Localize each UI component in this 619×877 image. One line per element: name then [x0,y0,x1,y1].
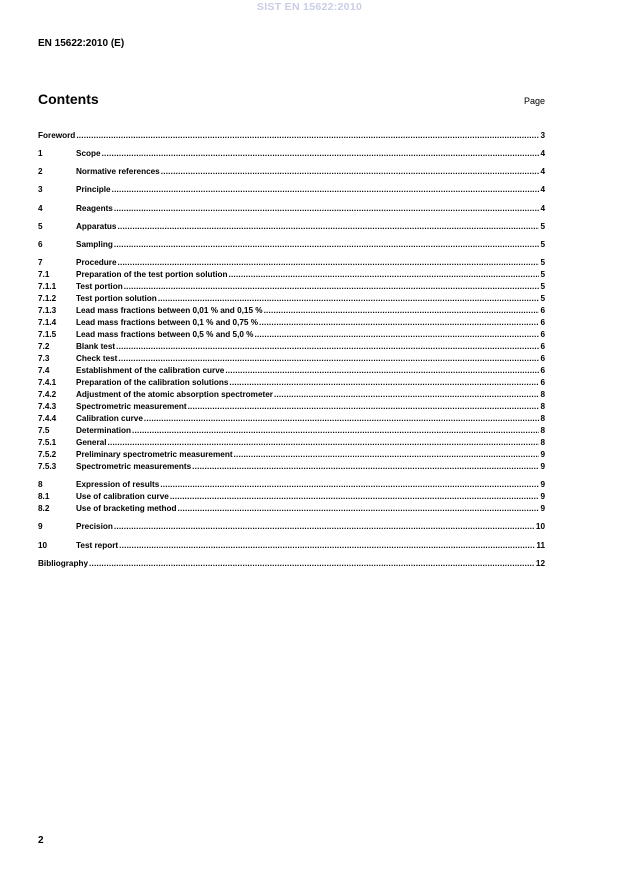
toc-entry-title: Test report [76,541,119,550]
toc-entry-title: Apparatus [76,222,117,231]
toc-entry-number: 7.1.1 [38,282,57,291]
toc-entry-page: 4 [540,167,545,176]
dot-leader [161,166,540,178]
page-title: Contents [38,91,99,107]
toc-entry-page: 9 [540,480,545,489]
toc-entry[interactable] [38,389,545,401]
toc-entry-number: 8.2 [38,504,50,513]
toc-entry-page: 8 [540,426,545,435]
toc-entry-page: 6 [540,378,545,387]
toc-entry[interactable] [38,437,545,449]
toc-entry[interactable] [38,521,545,533]
dot-leader [119,540,535,552]
dot-leader [144,413,540,425]
toc-entry-page: 5 [540,258,545,267]
dot-leader [118,221,540,233]
toc-entry-title: Adjustment of the atomic absorption spectrometer [76,390,273,399]
toc-entry-title: Lead mass fractions between 0,5 % and 5,0 % [76,330,254,339]
toc-entry-page: 5 [540,270,545,279]
dot-leader [254,329,539,341]
toc-entry-page: 11 [536,541,545,550]
dot-leader [114,239,540,251]
toc-entry-number: 10 [38,541,48,550]
document-id: EN 15622:2010 (E) [38,38,125,49]
toc-entry[interactable] [38,305,545,317]
toc-entry-number: 6 [38,240,43,249]
toc-entry-number: 7.3 [38,354,50,363]
toc-entry-title: Expression of results [76,480,160,489]
dot-leader [264,305,540,317]
toc-entry-title: Normative references [76,167,160,176]
toc-entry[interactable] [38,377,545,389]
toc-entry[interactable] [38,365,545,377]
dot-leader [259,317,539,329]
toc-entry-page: 5 [540,222,545,231]
toc-entry-number: 7.1.5 [38,330,57,339]
dot-leader [228,269,539,281]
toc-entry-number: 7.5 [38,426,50,435]
toc-entry-title: Preparation of the test portion solution [76,270,228,279]
dot-leader [234,449,540,461]
toc-entry-title: Principle [76,185,111,194]
dot-leader [124,281,540,293]
toc-entry-page: 8 [540,390,545,399]
toc-entry-number: 7.1.3 [38,306,57,315]
toc-entry[interactable] [38,281,545,293]
dot-leader [158,293,540,305]
toc-entry-number: 1 [38,149,43,158]
toc-entry-number: 7.1.4 [38,318,57,327]
toc-entry-title: Reagents [76,204,113,213]
toc-entry-page: 9 [540,450,545,459]
toc-entry[interactable] [38,353,545,365]
toc-entry[interactable] [38,269,545,281]
toc-entry-title: General [76,438,107,447]
toc-entry[interactable] [38,558,545,570]
dot-leader [274,389,539,401]
toc-entry-page: 6 [540,318,545,327]
toc-entry-number: 7.4.4 [38,414,57,423]
toc-entry-number: 7 [38,258,43,267]
toc-entry[interactable] [38,329,545,341]
toc-entry[interactable] [38,317,545,329]
toc-entry-number: 7.4.1 [38,378,57,387]
toc-entry-page: 8 [540,438,545,447]
page-number: 2 [38,835,44,846]
toc-entry-number: 7.5.3 [38,462,57,471]
toc-entry-title: Foreword [38,131,76,140]
toc-entry-page: 12 [535,559,545,568]
toc-entry-title: Bibliography [38,559,89,568]
dot-leader [225,365,539,377]
toc-entry-page: 6 [540,306,545,315]
toc-entry-number: 8 [38,480,43,489]
toc-entry-title: Establishment of the calibration curve [76,366,225,375]
toc-entry-title: Use of bracketing method [76,504,177,513]
toc-entry-page: 6 [540,330,545,339]
dot-leader [160,479,539,491]
dot-leader [229,377,539,389]
toc-entry-page: 6 [540,342,545,351]
toc-entry-number: 9 [38,522,43,531]
toc-entry-page: 4 [540,204,545,213]
toc-entry-page: 4 [540,149,545,158]
toc-entry-number: 7.1 [38,270,50,279]
toc-entry[interactable] [38,491,545,503]
toc-entry[interactable] [38,341,545,353]
toc-entry-title: Procedure [76,258,117,267]
dot-leader [114,203,540,215]
page-column-label: Page [523,96,545,106]
toc-entry-number: 3 [38,185,43,194]
dot-leader [118,257,540,269]
toc-entry[interactable] [38,166,545,178]
toc-entry-title: Test portion [76,282,123,291]
toc-entry[interactable] [38,130,545,142]
toc-entry-title: Preliminary spectrometric measurement [76,450,233,459]
toc-entry-number: 7.4.3 [38,402,57,411]
toc-entry[interactable] [38,479,545,491]
toc-entry[interactable] [38,401,545,413]
toc-entry-number: 7.5.1 [38,438,57,447]
toc-entry-number: 7.5.2 [38,450,57,459]
toc-entry-title: Blank test [76,342,116,351]
dot-leader [118,353,539,365]
toc-entry-number: 8.1 [38,492,50,501]
toc-entry-title: Scope [76,149,101,158]
toc-entry-page: 4 [540,185,545,194]
toc-entry[interactable] [38,503,545,515]
toc-entry-number: 2 [38,167,43,176]
toc-entry[interactable] [38,203,545,215]
toc-entry-page: 5 [540,282,545,291]
toc-entry-number: 4 [38,204,43,213]
dot-leader [116,341,539,353]
dot-leader [102,148,540,160]
toc-entry-page: 9 [540,504,545,513]
toc-entry[interactable] [38,293,545,305]
toc-entry-number: 7.2 [38,342,50,351]
toc-entry[interactable] [38,540,545,552]
dot-leader [132,425,539,437]
toc-entry[interactable] [38,184,545,196]
toc-entry-page: 9 [540,492,545,501]
toc-entry-page: 5 [540,294,545,303]
toc-entry-title: Spectrometric measurements [76,462,192,471]
dot-leader [192,461,539,473]
dot-leader [178,503,540,515]
toc-entry[interactable] [38,148,545,160]
toc-entry[interactable] [38,425,545,437]
toc-entry-title: Sampling [76,240,113,249]
toc-entry-page: 9 [540,462,545,471]
dot-leader [108,437,540,449]
watermark: SIST EN 15622:2010 [256,1,363,13]
toc-entry-title: Precision [76,522,113,531]
dot-leader [89,558,535,570]
toc-entry-number: 7.4.2 [38,390,57,399]
dot-leader [112,184,540,196]
toc-entry-title: Preparation of the calibration solutions [76,378,229,387]
toc-entry-page: 3 [540,131,545,140]
toc-entry-title: Determination [76,426,132,435]
toc-entry-number: 7.4 [38,366,50,375]
dot-leader [76,130,539,142]
toc-entry-page: 8 [540,414,545,423]
dot-leader [114,521,535,533]
toc-entry-title: Lead mass fractions between 0,01 % and 0,15 % [76,306,263,315]
toc-entry-title: Test portion solution [76,294,157,303]
dot-leader [188,401,540,413]
toc-entry-number: 7.1.2 [38,294,57,303]
toc-entry[interactable] [38,461,545,473]
toc-entry-title: Check test [76,354,118,363]
toc-entry-title: Calibration curve [76,414,143,423]
toc-entry-title: Use of calibration curve [76,492,169,501]
toc-entry[interactable] [38,257,545,269]
toc-entry-title: Lead mass fractions between 0,1 % and 0,75 % [76,318,259,327]
dot-leader [170,491,540,503]
toc-entry-page: 6 [540,366,545,375]
toc-entry-page: 10 [535,522,545,531]
toc-entry[interactable] [38,449,545,461]
toc-entry[interactable] [38,221,545,233]
toc-entry-page: 8 [540,402,545,411]
toc-entry[interactable] [38,239,545,251]
toc-entry-page: 6 [540,354,545,363]
toc-entry-title: Spectrometric measurement [76,402,187,411]
toc-entry[interactable] [38,413,545,425]
toc-entry-number: 5 [38,222,43,231]
toc-entry-page: 5 [540,240,545,249]
